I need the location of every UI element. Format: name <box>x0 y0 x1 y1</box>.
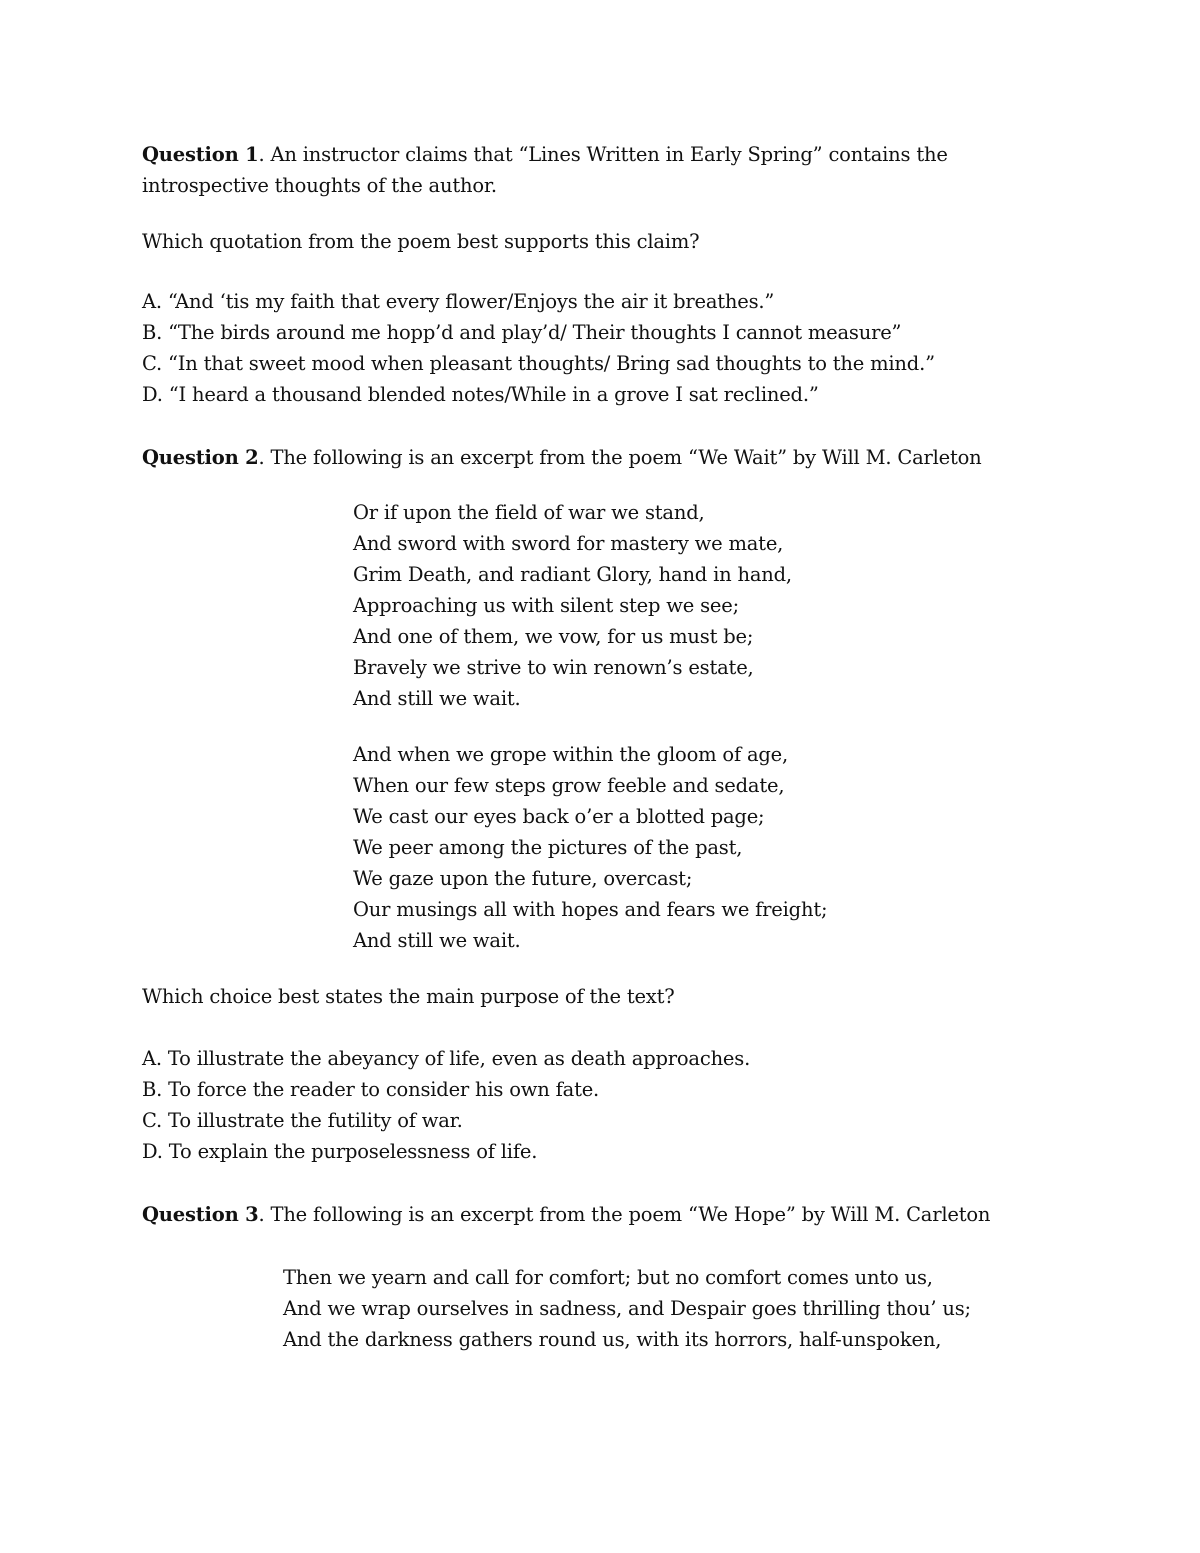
question-1-intro-line2: introspective thoughts of the author. <box>142 174 497 197</box>
question-3-intro-text: . The following is an excerpt from the poem “We Hope” by Will M. Carleton <box>258 1203 991 1226</box>
question-1 <box>142 139 1062 201</box>
poem-line: And when we grope within the gloom of age, <box>353 743 789 766</box>
question-2-label: Question 2 <box>142 446 259 469</box>
question-2-prompt-text: Which choice best states the main purpose of the text? <box>142 985 675 1008</box>
question-3-intro <box>142 1199 1062 1230</box>
poem-line: We cast our eyes back o’er a blotted page; <box>353 805 765 828</box>
poem-line: And the darkness gathers round us, with its horrors, half-unspoken, <box>283 1328 942 1351</box>
question-2-choice-b[interactable]: B. To force the reader to consider his own fate. <box>142 1078 600 1101</box>
question-2-prompt <box>142 981 1062 1012</box>
question-1-choice-a[interactable]: A. “And ‘tis my faith that every flower/Enjoys the air it breathes.” <box>142 290 775 313</box>
question-1-label: Question 1 <box>142 143 259 166</box>
poem-line: And we wrap ourselves in sadness, and Despair goes thrilling thou’ us; <box>283 1297 971 1320</box>
question-1-prompt-text: Which quotation from the poem best supports this claim? <box>142 230 700 253</box>
poem-stanza-3 <box>283 1262 971 1355</box>
question-2-choice-a[interactable]: A. To illustrate the abeyancy of life, even as death approaches. <box>142 1047 751 1070</box>
question-3 <box>142 1199 1062 1230</box>
question-2 <box>142 442 1062 473</box>
question-1-prompt <box>142 226 1062 257</box>
poem-line: And still we wait. <box>353 929 521 952</box>
poem-line: Approaching us with silent step we see; <box>353 594 739 617</box>
question-2-choice-c[interactable]: C. To illustrate the futility of war. <box>142 1109 463 1132</box>
poem-line: Our musings all with hopes and fears we freight; <box>353 898 828 921</box>
poem-line: Then we yearn and call for comfort; but no comfort comes unto us, <box>283 1266 933 1289</box>
poem-line: And one of them, we vow, for us must be; <box>353 625 754 648</box>
question-1-choice-b[interactable]: B. “The birds around me hopp’d and play’d/ Their thoughts I cannot measure” <box>142 321 902 344</box>
question-2-choices <box>142 1043 1062 1167</box>
question-2-choice-d[interactable]: D. To explain the purposelessness of life. <box>142 1140 538 1163</box>
poem-line: Bravely we strive to win renown’s estate, <box>353 656 754 679</box>
question-2-intro <box>142 442 1062 473</box>
poem-line: Grim Death, and radiant Glory, hand in hand, <box>353 563 792 586</box>
poem-line: And still we wait. <box>353 687 521 710</box>
question-3-label: Question 3 <box>142 1203 259 1226</box>
poem-stanza-1 <box>353 497 792 714</box>
question-1-choice-d[interactable]: D. “I heard a thousand blended notes/While in a grove I sat reclined.” <box>142 383 819 406</box>
poem-line: We peer among the pictures of the past, <box>353 836 743 859</box>
question-2-intro-text: . The following is an excerpt from the poem “We Wait” by Will M. Carleton <box>258 446 982 469</box>
question-1-intro <box>142 139 1062 170</box>
question-1-intro-text: . An instructor claims that “Lines Written in Early Spring” contains the <box>258 143 948 166</box>
question-1-choices <box>142 286 1062 410</box>
poem-line: When our few steps grow feeble and sedate, <box>353 774 785 797</box>
poem-line: Or if upon the field of war we stand, <box>353 501 705 524</box>
poem-line: We gaze upon the future, overcast; <box>353 867 693 890</box>
question-1-choice-c[interactable]: C. “In that sweet mood when pleasant thoughts/ Bring sad thoughts to the mind.” <box>142 352 935 375</box>
poem-line: And sword with sword for mastery we mate, <box>353 532 784 555</box>
poem-stanza-2 <box>353 739 827 956</box>
